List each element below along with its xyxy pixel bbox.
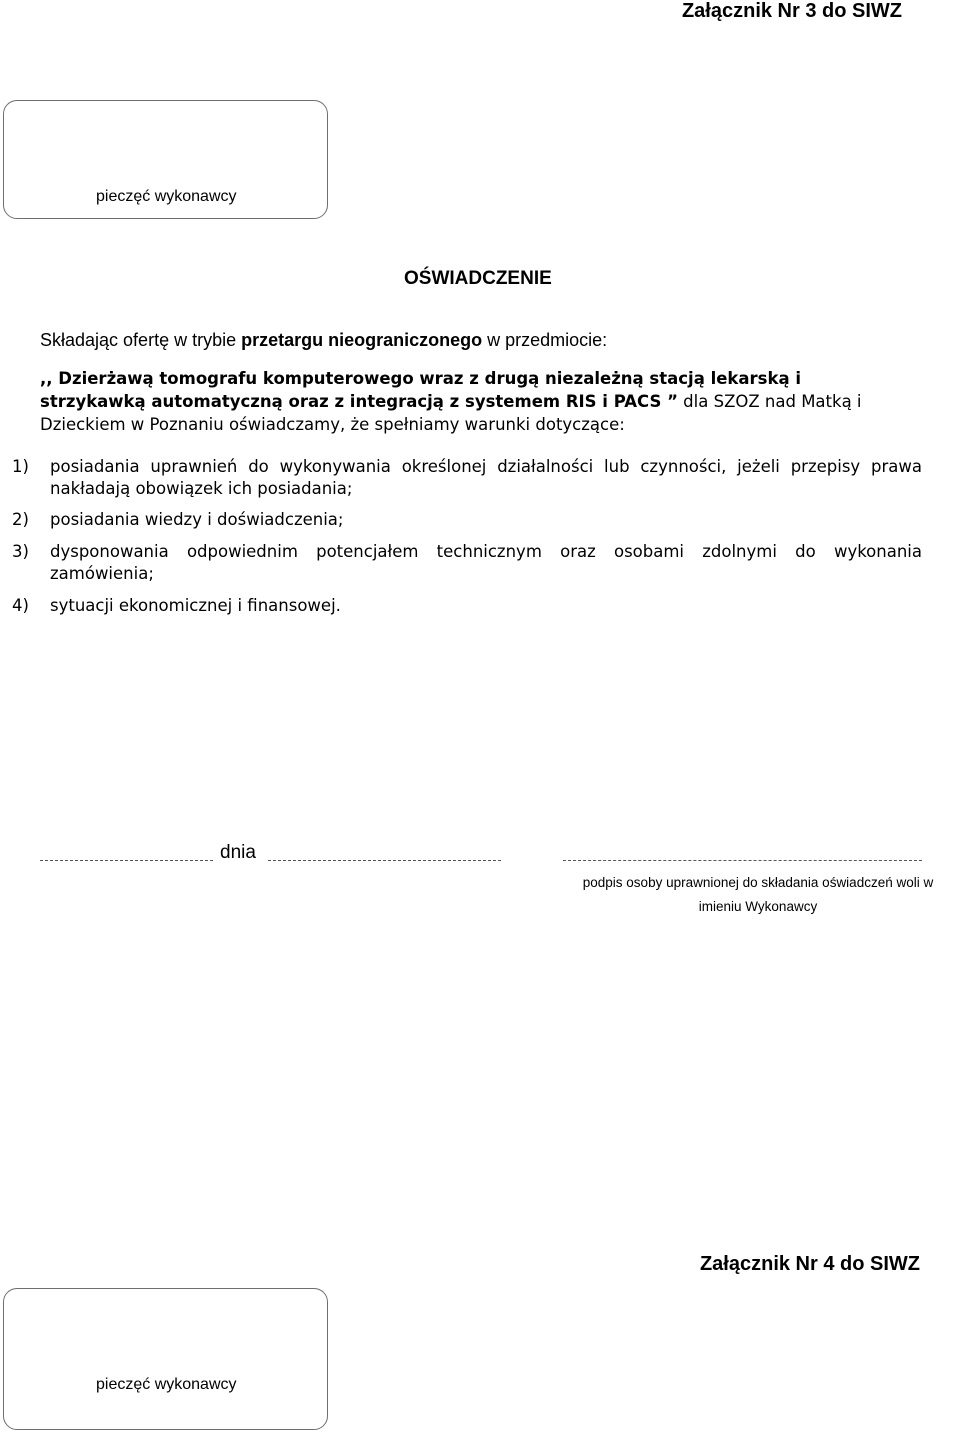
date-label: dnia — [220, 842, 256, 863]
condition-item-3 — [12, 541, 922, 585]
signature-caption-line-1: podpis osoby uprawnionej do składania oświadczeń woli w — [582, 875, 934, 890]
annex-title: Załącznik Nr 3 do SIWZ — [681, 0, 902, 22]
condition-text-line-1: sytuacji ekonomicznej i finansowej. — [50, 596, 341, 615]
date-dotted-line — [268, 860, 501, 861]
condition-text-line-1: posiadania wiedzy i doświadczenia; — [50, 510, 344, 529]
subject-line-1: ,, Dzierżawą tomografu komputerowego wraz z drugą niezależną stacją lekarską i — [40, 369, 801, 388]
stamp-label: pieczęć wykonawcy — [96, 188, 237, 205]
condition-text-line-1: dysponowania odpowiednim potencjałem technicznym oraz osobami zdolnymi do wykonania — [50, 542, 922, 561]
subject-line-2-rest: dla SZOZ nad Matką i — [677, 392, 862, 411]
condition-text-line-2: nakładają obowiązek ich posiadania; — [50, 479, 353, 498]
condition-number: 4) — [12, 596, 29, 615]
contractor-stamp-box — [3, 100, 328, 219]
intro-text-1: Składając ofertę w trybie — [40, 330, 242, 350]
subject-line-2-bold: strzykawką automatyczną oraz z integracją z systemem RIS i PACS ” — [40, 392, 678, 411]
document-heading: OŚWIADCZENIE — [404, 268, 552, 289]
condition-text-line-2: zamówienia; — [50, 564, 154, 583]
condition-number: 2) — [12, 510, 29, 529]
intro-text-2: w przedmiocie: — [482, 330, 608, 350]
annex-title-page-2: Załącznik Nr 4 do SIWZ — [699, 1253, 920, 1275]
place-dotted-line — [40, 860, 213, 861]
stamp-label: pieczęć wykonawcy — [96, 1376, 237, 1393]
signature-caption-line-2: imieniu Wykonawcy — [698, 899, 818, 914]
contractor-stamp-box-page-2 — [3, 1288, 328, 1430]
condition-item-1 — [12, 456, 922, 500]
signature-dotted-line — [563, 860, 922, 861]
condition-number: 3) — [12, 542, 29, 561]
condition-number: 1) — [12, 457, 29, 476]
intro-sentence — [40, 330, 607, 351]
condition-item-2 — [12, 509, 922, 531]
condition-item-4 — [12, 595, 922, 617]
condition-text-line-1: posiadania uprawnień do wykonywania określonej działalności lub czynności, jeżeli przepisy prawa — [50, 457, 922, 476]
intro-tender-mode: przetargu nieograniczonego — [241, 330, 483, 350]
subject-line-3: Dzieckiem w Poznaniu oświadczamy, że spełniamy warunki dotyczące: — [40, 415, 625, 434]
subject-paragraph — [40, 367, 960, 436]
subject-line-2 — [40, 390, 960, 413]
